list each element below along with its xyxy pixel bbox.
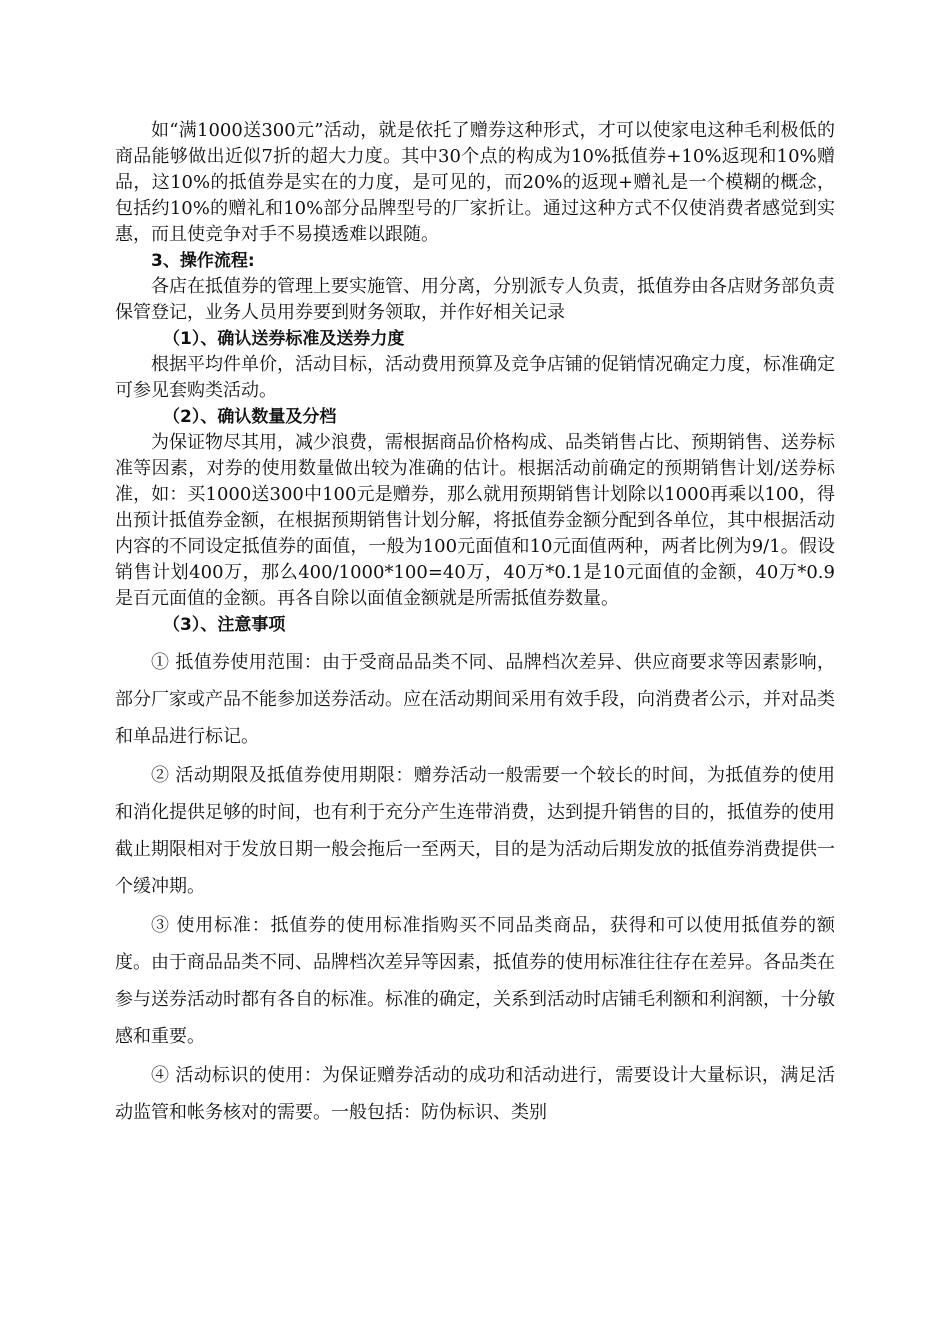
- subheading-quantity: （2）、确认数量及分档: [163, 407, 337, 427]
- paragraph-management: 各店在抵值券的管理上要实施管、用分离，分别派专人负责，抵值券由各店财务部负责保管登记，业务人员用券要到财务领取，并作好相关记录: [115, 276, 835, 323]
- note-usage-scope: ① 抵值券使用范围：由于受商品品类不同、品牌档次差异、供应商要求等因素影响，部分厂家或产品不能参加送券活动。应在活动期间采用有效手段，向消费者公示，并对品类和单品进行标记。: [115, 652, 835, 747]
- paragraph-intro: 如“满1000送300元”活动，就是依托了赠券这种形式，才可以使家电这种毛利极低的商品能够做出近似7折的超大力度。其中30个点的构成为10%抵值券+10%返现和10%赠品，这10%的抵值券是实在的力度，是可见的，而20%的返现+赠礼是一个模糊的概念，包括约10%的赠礼和10%部分品牌型号的厂家折让。通过这种方式不仅使消费者感觉到实惠，而且使竞争对手不易摸透难以跟随。: [115, 120, 835, 245]
- subheading-standard: （1）、确认送券标准及送券力度: [163, 329, 405, 349]
- document-page: [115, 118, 835, 1131]
- note-activity-marks: ④ 活动标识的使用：为保证赠券活动的成功和活动进行，需要设计大量标识，满足活动监管和帐务核对的需要。一般包括：防伪标识、类别: [115, 1065, 835, 1123]
- note-usage-standard: ③ 使用标准：抵值券的使用标准指购买不同品类商品，获得和可以使用抵值券的额度。由于商品品类不同、品牌档次差异等因素，抵值券的使用标准往往存在差异。各品类在参与送券活动时都有各自的标准。标准的确定，关系到活动时店铺毛利额和利润额，十分敏感和重要。: [115, 915, 835, 1047]
- note-period: ② 活动期限及抵值券使用期限：赠券活动一般需要一个较长的时间，为抵值券的使用和消化提供足够的时间，也有利于充分产生连带消费，达到提升销售的目的，抵值券的使用截止期限相对于发放日期一般会拖后一至两天，目的是为活动后期发放的抵值券消费提供一个缓冲期。: [115, 765, 835, 897]
- notes-section: [115, 644, 835, 1131]
- paragraph-standard: 根据平均件单价，活动目标，活动费用预算及竞争店铺的促销情况确定力度，标准确定可参见套购类活动。: [115, 354, 835, 401]
- heading-operation-process: 3、操作流程:: [151, 251, 255, 271]
- subheading-notes: （3）、注意事项: [163, 615, 286, 635]
- upper-section: [115, 118, 835, 638]
- paragraph-quantity: 为保证物尽其用，减少浪费，需根据商品价格构成、品类销售占比、预期销售、送券标准等因素，对券的使用数量做出较为准确的估计。根据活动前确定的预期销售计划/送券标准，如：买1000送300中100元是赠券，那么就用预期销售计划除以1000再乘以100，得出预计抵值券金额，在根据预期销售计划分解，将抵值券金额分配到各单位，其中根据活动内容的不同设定抵值券的面值，一般为100元面值和10元面值两种，两者比例为9/1。假设销售计划400万，那么400/1000*100=40万，40万*0.1是10元面值的金额，40万*0.9是百元面值的金额。再各自除以面值金额就是所需抵值券数量。: [115, 432, 835, 609]
